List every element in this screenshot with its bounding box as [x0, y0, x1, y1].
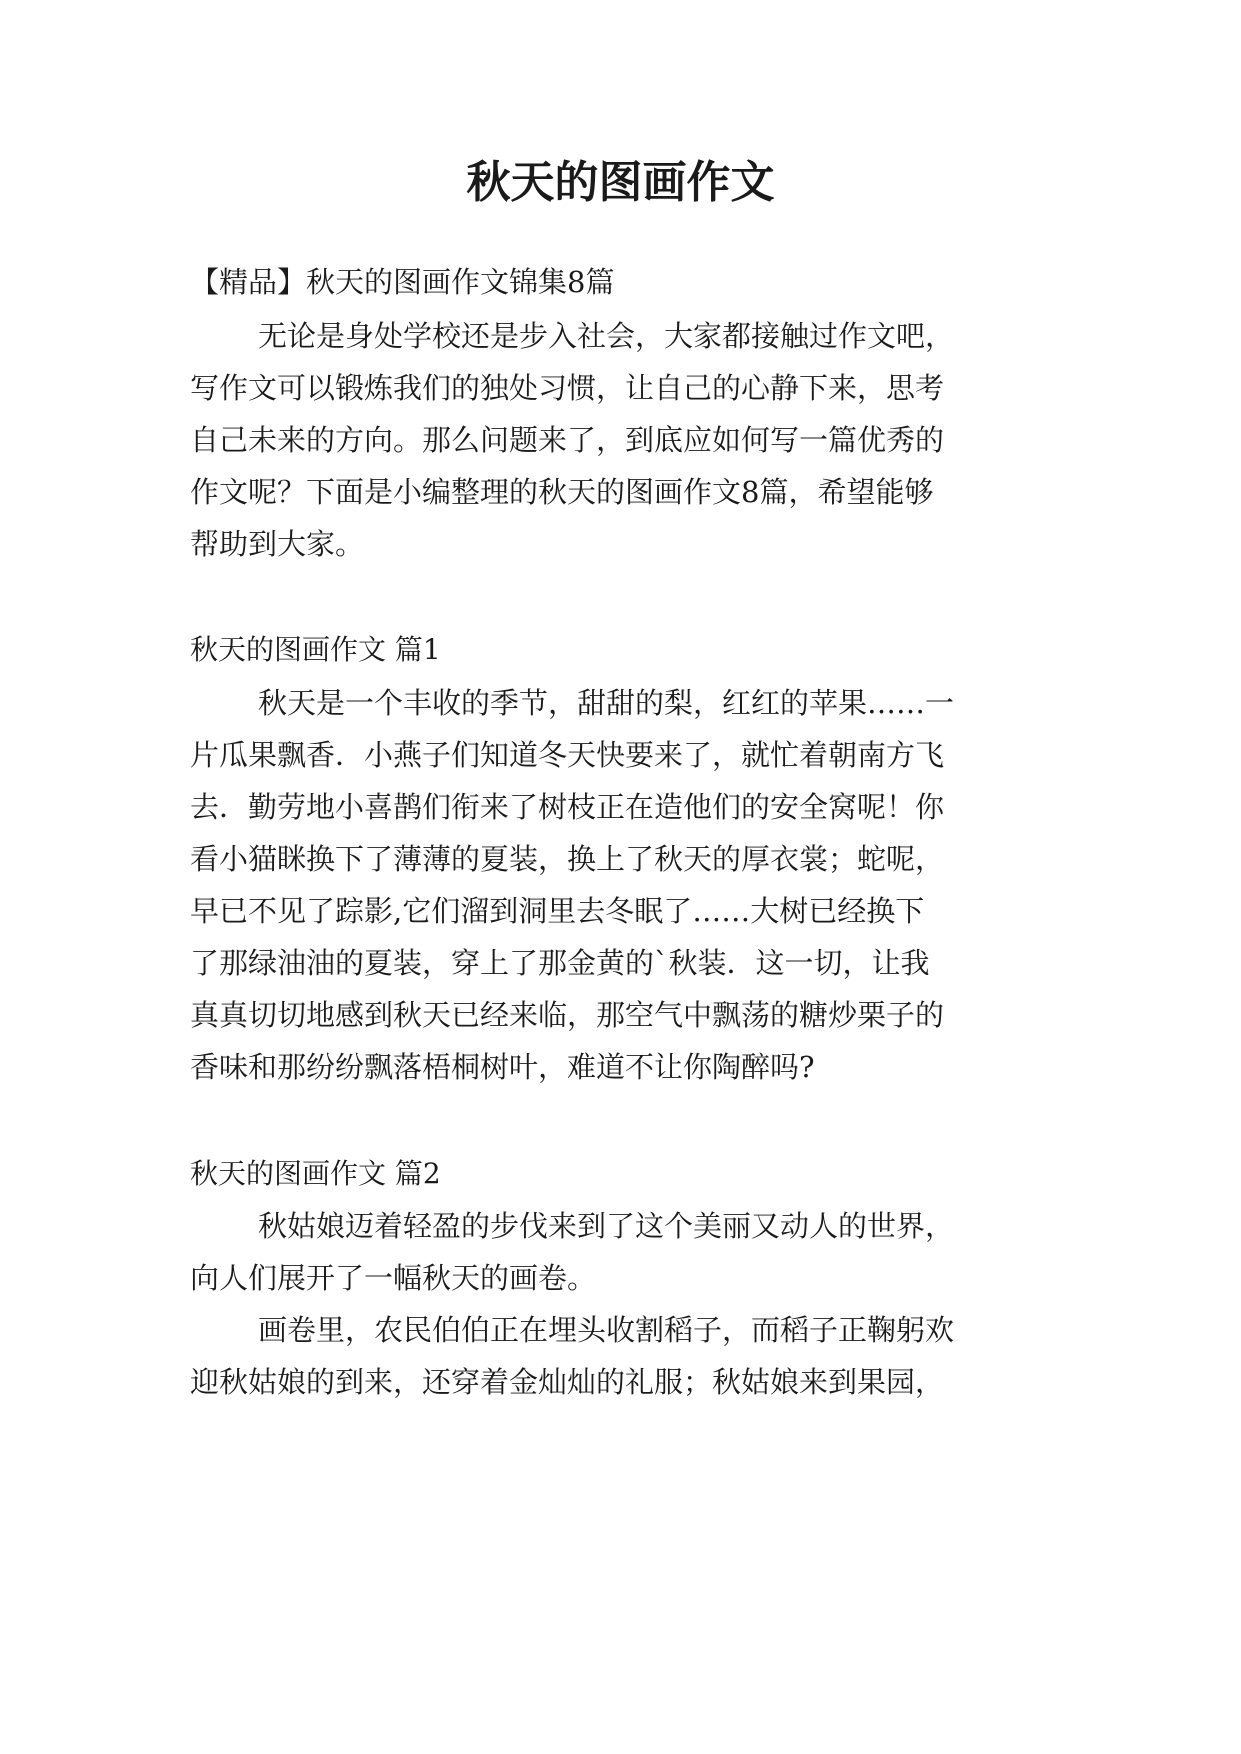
paragraph-line: 早已不见了踪影,它们溜到洞里去冬眠了……大树已经换下 — [190, 894, 925, 928]
paragraph-line: 无论是身处学校还是步入社会，大家都接触过作文吧， — [258, 319, 955, 353]
section-heading: 秋天的图画作文 篇2 — [190, 1157, 441, 1190]
paragraph-line: 了那绿油油的夏装，穿上了那金黄的`秋装．这一切，让我 — [190, 946, 930, 980]
document-title: 秋天的图画作文 — [466, 157, 775, 208]
paragraph-line: 向人们展开了一幅秋天的画卷。 — [190, 1261, 597, 1295]
paragraph-line: 秋天是一个丰收的季节，甜甜的梨，红红的苹果……一 — [258, 686, 955, 720]
paragraph-line: 真真切切地感到秋天已经来临，那空气中飘荡的糖炒栗子的 — [190, 998, 945, 1032]
paragraph-line: 片瓜果飘香．小燕子们知道冬天快要来了，就忙着朝南方飞 — [190, 738, 945, 772]
paragraph-line: 迎秋姑娘的到来，还穿着金灿灿的礼服；秋姑娘来到果园， — [190, 1365, 945, 1399]
paragraph-line: 去．勤劳地小喜鹊们衔来了树枝正在造他们的安全窝呢！你 — [190, 790, 945, 824]
paragraph-line: 看小猫眯换下了薄薄的夏装，换上了秋天的厚衣裳；蛇呢， — [190, 842, 945, 876]
document-subtitle: 【精品】秋天的图画作文锦集8篇 — [190, 265, 615, 299]
paragraph-line: 香味和那纷纷飘落梧桐树叶，难道不让你陶醉吗? — [190, 1050, 815, 1084]
paragraph-line: 作文呢？下面是小编整理的秋天的图画作文8篇，希望能够 — [190, 475, 934, 509]
paragraph-line: 帮助到大家。 — [190, 527, 365, 561]
paragraph-line: 画卷里，农民伯伯正在埋头收割稻子，而稻子正鞠躬欢 — [258, 1313, 955, 1347]
paragraph-line: 秋姑娘迈着轻盈的步伐来到了这个美丽又动人的世界， — [258, 1209, 955, 1243]
paragraph-line: 写作文可以锻炼我们的独处习惯，让自己的心静下来，思考 — [190, 371, 945, 405]
paragraph-line: 自己未来的方向。那么问题来了，到底应如何写一篇优秀的 — [190, 423, 945, 457]
section-heading: 秋天的图画作文 篇1 — [190, 633, 441, 666]
